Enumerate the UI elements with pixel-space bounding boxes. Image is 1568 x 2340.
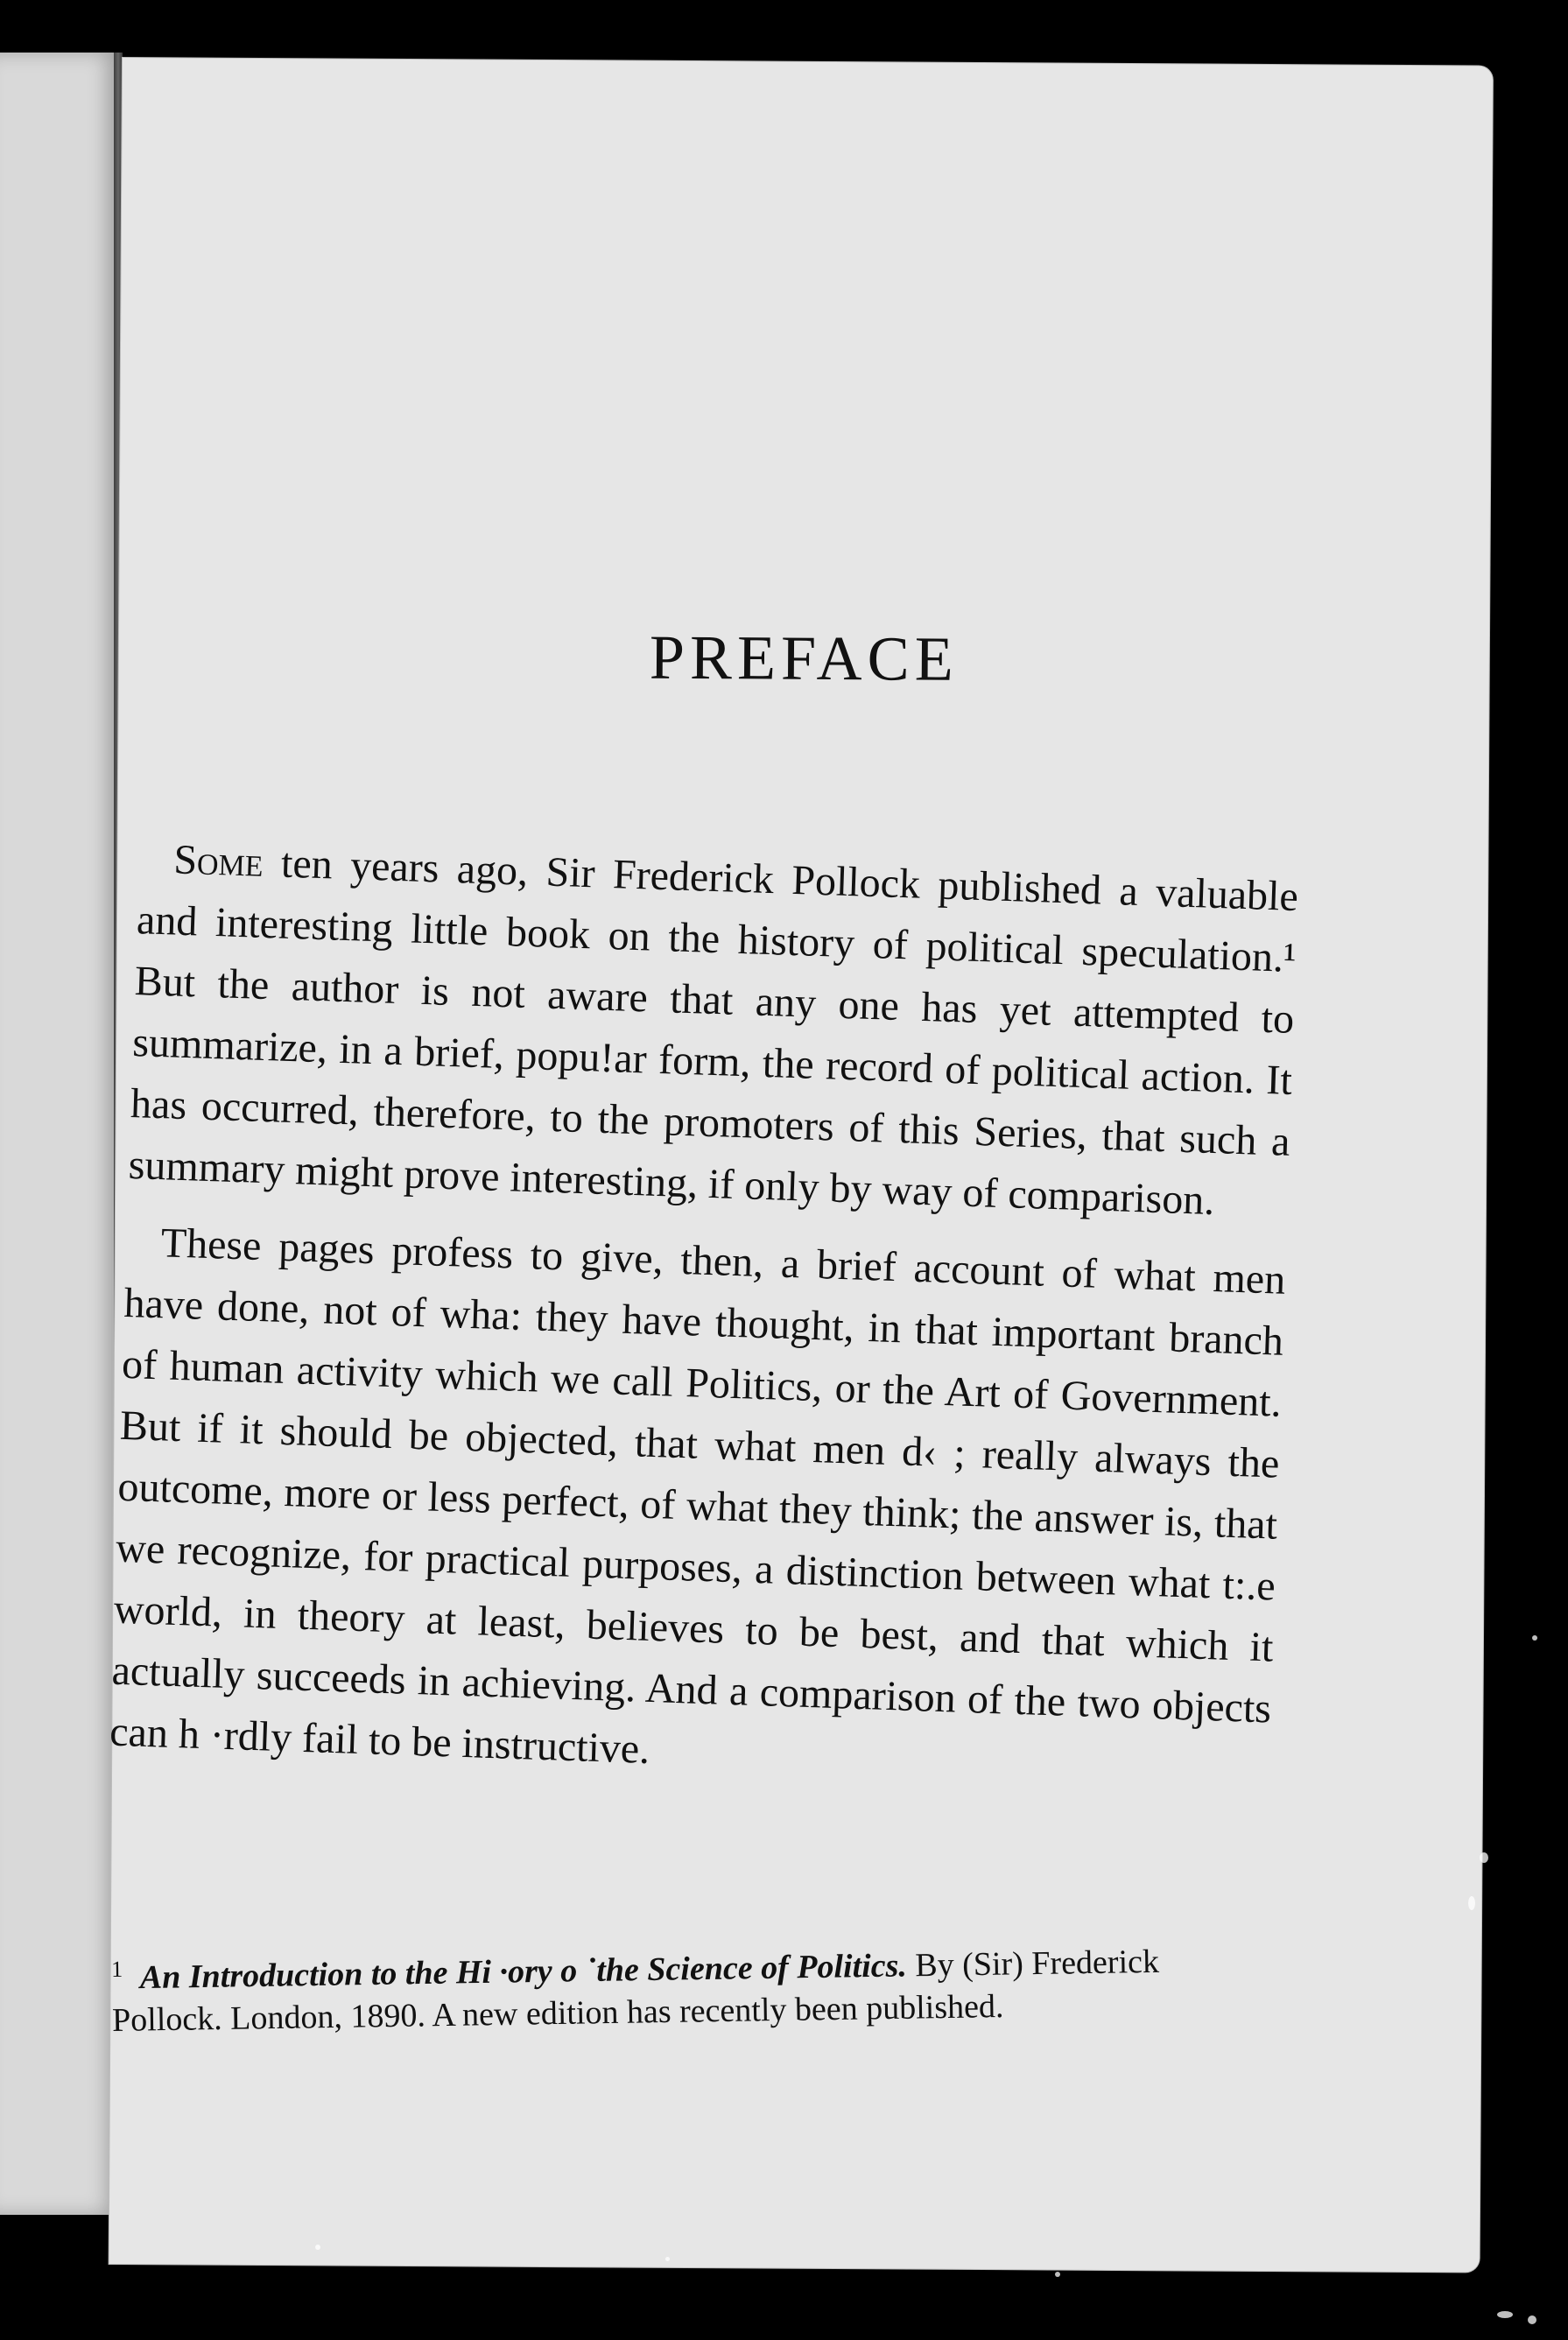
footnote-book-title: An Introduction to the Hi ·ory o ˙the Science of Politics.: [139, 1947, 908, 1997]
preface-body: [109, 828, 1299, 1816]
paragraph-1: [128, 828, 1299, 1234]
paragraph-text: These pages profess to give, then, a brief account of what men have done, not of wha: they have thought, in that important branch of human activity which we call Politics, or the Art of Government. But if it should be objected, that what men d‹ ; really always the outcome, more or less perfect, of what they think; the answer is, that we recognize, for practical purposes, a distinction between what t:.e world, in theory at least, believes to be best, and that which it actually succeeds in achieving. And a comparison of the two objects can h ·rdly fail to be instructive.: [109, 1219, 1287, 1774]
book-page: [109, 58, 1493, 2273]
footnote-marker: 1: [110, 1956, 123, 1982]
left-page-edge: [0, 53, 123, 2215]
page-title: PREFACE: [649, 622, 959, 694]
footnote: [111, 1930, 1276, 2041]
paragraph-lead: Some: [172, 836, 264, 886]
paragraph-2: [109, 1212, 1286, 1802]
paragraph-text: ten years ago, Sir Frederick Pollock published a valuable and interesting little book on the history of political speculation.¹ But the author is not aware that any one has yet attempted to summarize, in a brief, popu!ar form, the record of political action. It has occurred, therefore, to the promoters of this Series, that such a summary might prove interesting, if only by way of comparison.: [127, 840, 1299, 1225]
footnote-details: By (Sir) Frederick Pollock. London, 1890. A new edition has recently been published.: [111, 1943, 1160, 2039]
